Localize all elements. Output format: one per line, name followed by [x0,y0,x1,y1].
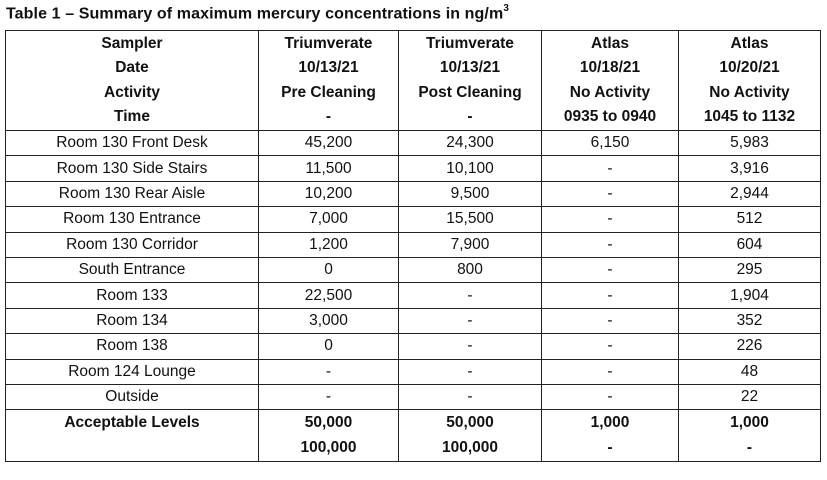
table-row [6,359,821,384]
location-cell: Room 130 Rear Aisle [6,181,259,206]
acceptable-levels-cell [542,410,679,462]
table-header-row [6,31,821,131]
value-cell: 22,500 [259,283,399,308]
location-cell: Room 130 Corridor [6,232,259,257]
value-cell: 1,904 [679,283,821,308]
acceptable-level-line-1: 50,000 [446,414,494,432]
table-row [6,308,821,333]
acceptable-level-line-2: 100,000 [300,438,357,456]
acceptable-level-line-1: 1,000 [730,414,769,432]
acceptable-levels-label-text: Acceptable Levels [64,414,200,432]
header-label-date: Date [115,59,149,76]
value-cell: 45,200 [259,131,399,156]
location-cell: Outside [6,384,259,409]
acceptable-levels-label [6,410,259,462]
header-label-activity: Activity [104,83,160,101]
header-label-time: Time [114,108,150,125]
acceptable-levels-row [6,410,821,462]
acceptable-levels-cell [679,410,821,462]
value-cell: 7,900 [399,232,542,257]
header-date: 10/13/21 [298,59,359,76]
header-sampler: Triumverate [284,34,373,52]
value-cell: - [542,334,679,359]
value-cell: 24,300 [399,131,542,156]
header-time: - [467,108,473,125]
header-cell-triumverate-pre [259,31,399,131]
value-cell: - [542,308,679,333]
location-cell: Room 130 Front Desk [6,131,259,156]
value-cell: 11,500 [259,156,399,181]
value-cell: 352 [679,308,821,333]
header-sampler: Triumverate [426,34,514,52]
table-row [6,131,821,156]
header-activity: Post Cleaning [418,83,522,101]
value-cell: 2,944 [679,181,821,206]
location-cell: Room 133 [6,283,259,308]
mercury-summary-table [5,30,821,462]
value-cell: - [542,257,679,282]
table-row [6,334,821,359]
table-row [6,283,821,308]
header-sampler: Atlas [730,34,769,52]
header-activity: No Activity [709,83,790,101]
value-cell: 10,200 [259,181,399,206]
value-cell: 10,100 [399,156,542,181]
value-cell: - [542,207,679,232]
value-cell: - [542,181,679,206]
value-cell: - [542,232,679,257]
value-cell: 6,150 [542,131,679,156]
location-cell: Room 130 Entrance [6,207,259,232]
value-cell: 604 [679,232,821,257]
table-row [6,257,821,282]
value-cell: 15,500 [399,207,542,232]
value-cell: 7,000 [259,207,399,232]
value-cell: 5,983 [679,131,821,156]
value-cell: - [399,384,542,409]
location-cell: Room 130 Side Stairs [6,156,259,181]
location-cell: Room 124 Lounge [6,359,259,384]
value-cell: 22 [679,384,821,409]
value-cell: 3,000 [259,308,399,333]
value-cell: - [542,156,679,181]
value-cell: 1,200 [259,232,399,257]
value-cell: - [399,283,542,308]
header-activity: No Activity [569,83,651,101]
header-time: - [325,108,332,125]
table-caption-superscript: 3 [503,3,509,14]
header-cell-atlas-1020 [679,31,821,131]
table-row [6,384,821,409]
header-date: 10/13/21 [439,59,501,76]
header-activity: Pre Cleaning [281,83,376,101]
acceptable-level-line-2: 100,000 [441,438,499,456]
table-row [6,181,821,206]
table-row [6,156,821,181]
header-time: 0935 to 0940 [563,108,657,125]
value-cell: 0 [259,334,399,359]
value-cell: - [542,384,679,409]
table-caption [6,4,509,23]
table-caption-text: Table 1 – Summary of maximum mercury concentrations in ng/m [6,5,504,23]
header-date: 10/18/21 [579,59,641,76]
acceptable-level-line-2: - [607,438,613,456]
value-cell: - [399,359,542,384]
table-row [6,207,821,232]
value-cell: 295 [679,257,821,282]
acceptable-levels-cell [399,410,542,462]
acceptable-level-line-1: 50,000 [304,414,353,432]
value-cell: 9,500 [399,181,542,206]
value-cell: 512 [679,207,821,232]
header-label-sampler: Sampler [101,34,163,52]
value-cell: 226 [679,334,821,359]
value-cell: 800 [399,257,542,282]
value-cell: 0 [259,257,399,282]
location-cell: Room 138 [6,334,259,359]
acceptable-level-line-1: 1,000 [590,414,630,432]
header-time: 1045 to 1132 [703,108,796,125]
header-cell-triumverate-post [399,31,542,131]
value-cell: - [259,359,399,384]
header-sampler: Atlas [591,34,629,52]
location-cell: Room 134 [6,308,259,333]
value-cell: 48 [679,359,821,384]
location-cell: South Entrance [6,257,259,282]
value-cell: 3,916 [679,156,821,181]
table-row [6,232,821,257]
acceptable-levels-cell [259,410,399,462]
value-cell: - [399,334,542,359]
header-date: 10/20/21 [719,59,780,76]
acceptable-level-line-2: - [746,438,753,456]
value-cell: - [542,283,679,308]
header-labels-cell [6,31,259,131]
header-cell-atlas-1018 [542,31,679,131]
value-cell: - [399,308,542,333]
value-cell: - [542,359,679,384]
value-cell: - [259,384,399,409]
